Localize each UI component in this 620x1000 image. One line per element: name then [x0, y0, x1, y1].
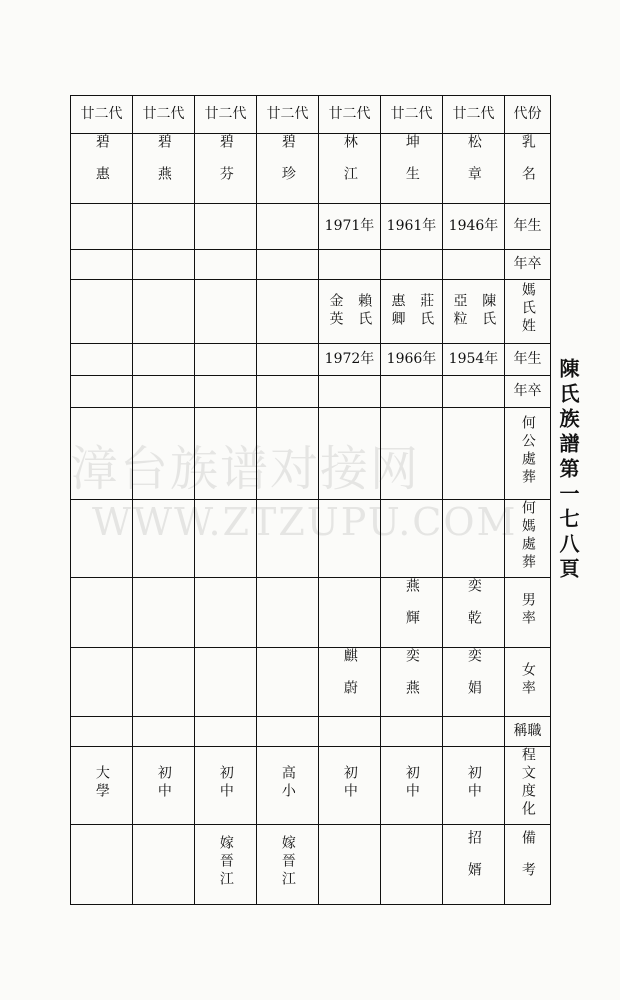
spouse-cell — [71, 279, 133, 343]
birth-year-cell: 1971年 — [319, 203, 381, 249]
burial-cell — [71, 407, 133, 499]
spouse-cell — [319, 279, 381, 343]
daughters-row — [71, 647, 551, 717]
burial-cell — [319, 499, 381, 577]
name-cell: 碧燕 — [133, 134, 195, 204]
row-label-daughters: 女率 — [505, 647, 551, 717]
burial-cell — [443, 499, 505, 577]
birth-year-row — [71, 203, 551, 249]
education-cell: 大學 — [71, 747, 133, 825]
remarks-cell — [319, 825, 381, 905]
spouse-birth-cell: 1954年 — [443, 343, 505, 375]
burial-cell — [319, 407, 381, 499]
death-year-cell — [257, 249, 319, 279]
death-year-cell — [381, 249, 443, 279]
sons-cell — [71, 577, 133, 647]
generation-cell: 廿二代 — [443, 96, 505, 134]
education-cell: 初中 — [381, 747, 443, 825]
title-cell — [195, 717, 257, 747]
row-label-title: 稱職 — [505, 717, 551, 747]
daughters-cell: 奕娟 — [443, 647, 505, 717]
burial-cell — [71, 499, 133, 577]
genealogy-table — [70, 95, 551, 905]
birth-year-cell — [133, 203, 195, 249]
burial-cell — [133, 499, 195, 577]
education-cell: 初中 — [195, 747, 257, 825]
name-cell: 碧芬 — [195, 134, 257, 204]
daughters-cell — [257, 647, 319, 717]
title-cell — [133, 717, 195, 747]
spouse-given-name: 金英 — [327, 293, 344, 330]
row-label-father-burial: 何公處葬 — [505, 407, 551, 499]
death-year-cell — [133, 249, 195, 279]
remarks-cell — [381, 825, 443, 905]
burial-cell — [195, 407, 257, 499]
spouse-death-cell — [381, 375, 443, 407]
death-year-row — [71, 249, 551, 279]
daughters-cell: 麒蔚 — [319, 647, 381, 717]
birth-year-cell — [71, 203, 133, 249]
sons-cell — [195, 577, 257, 647]
row-label-death-year: 年卒 — [505, 249, 551, 279]
remarks-cell: 嫁晉江 — [257, 825, 319, 905]
name-cell: 林江 — [319, 134, 381, 204]
burial-cell — [257, 499, 319, 577]
education-cell: 初中 — [443, 747, 505, 825]
row-label-spouse: 媽氏姓 — [505, 279, 551, 343]
title-cell — [381, 717, 443, 747]
birth-year-cell: 1946年 — [443, 203, 505, 249]
name-cell: 碧珍 — [257, 134, 319, 204]
spouse-death-cell — [71, 375, 133, 407]
spouse-death-cell — [257, 375, 319, 407]
sons-cell — [133, 577, 195, 647]
spouse-cell — [195, 279, 257, 343]
row-label-birth-year: 年生 — [505, 203, 551, 249]
row-label-spouse-birth: 年生 — [505, 343, 551, 375]
remarks-cell — [133, 825, 195, 905]
generation-cell: 廿二代 — [195, 96, 257, 134]
generation-cell: 廿二代 — [257, 96, 319, 134]
name-cell: 松章 — [443, 134, 505, 204]
spouse-birth-cell — [257, 343, 319, 375]
education-cell: 高小 — [257, 747, 319, 825]
remarks-cell: 嫁晉江 — [195, 825, 257, 905]
title-cell — [319, 717, 381, 747]
birth-year-cell — [257, 203, 319, 249]
generation-cell: 廿二代 — [381, 96, 443, 134]
spouse-birth-cell — [71, 343, 133, 375]
daughters-cell — [133, 647, 195, 717]
father-burial-row — [71, 407, 551, 499]
title-cell — [71, 717, 133, 747]
spouse-death-cell — [443, 375, 505, 407]
title-cell — [257, 717, 319, 747]
title-row — [71, 717, 551, 747]
death-year-cell — [443, 249, 505, 279]
burial-cell — [443, 407, 505, 499]
death-year-cell — [71, 249, 133, 279]
sons-cell — [257, 577, 319, 647]
burial-cell — [133, 407, 195, 499]
title-cell — [443, 717, 505, 747]
row-label-generation: 代份 — [505, 96, 551, 134]
page-title: 陳氏族譜第一七八頁 — [556, 358, 580, 583]
spouse-birth-cell: 1966年 — [381, 343, 443, 375]
burial-cell — [257, 407, 319, 499]
spouse-surname: 莊氏 — [418, 293, 435, 330]
name-cell: 坤生 — [381, 134, 443, 204]
row-label-sons: 男率 — [505, 577, 551, 647]
burial-cell — [381, 499, 443, 577]
remarks-cell: 招婿 — [443, 825, 505, 905]
sons-cell — [319, 577, 381, 647]
daughters-cell — [71, 647, 133, 717]
remarks-row — [71, 825, 551, 905]
remarks-cell — [71, 825, 133, 905]
spouse-birth-row — [71, 343, 551, 375]
name-row — [71, 134, 551, 204]
sons-cell: 奕乾 — [443, 577, 505, 647]
name-cell: 碧惠 — [71, 134, 133, 204]
death-year-cell — [195, 249, 257, 279]
spouse-given-name: 亞粒 — [451, 293, 468, 330]
burial-cell — [381, 407, 443, 499]
spouse-death-row — [71, 375, 551, 407]
birth-year-cell — [195, 203, 257, 249]
education-cell: 初中 — [133, 747, 195, 825]
spouse-row — [71, 279, 551, 343]
spouse-cell — [381, 279, 443, 343]
row-label-mother-burial: 何媽處葬 — [505, 499, 551, 577]
sons-cell: 燕輝 — [381, 577, 443, 647]
daughters-cell: 奕燕 — [381, 647, 443, 717]
spouse-surname: 賴氏 — [356, 293, 373, 330]
spouse-birth-cell — [133, 343, 195, 375]
spouse-surname: 陳氏 — [480, 293, 497, 330]
row-label-name: 乳名 — [505, 134, 551, 204]
spouse-death-cell — [195, 375, 257, 407]
sons-row — [71, 577, 551, 647]
generation-cell: 廿二代 — [71, 96, 133, 134]
death-year-cell — [319, 249, 381, 279]
daughters-cell — [195, 647, 257, 717]
spouse-death-cell — [133, 375, 195, 407]
spouse-cell — [443, 279, 505, 343]
spouse-birth-cell — [195, 343, 257, 375]
spouse-cell — [257, 279, 319, 343]
education-cell: 初中 — [319, 747, 381, 825]
burial-cell — [195, 499, 257, 577]
generation-cell: 廿二代 — [133, 96, 195, 134]
spouse-death-cell — [319, 375, 381, 407]
generation-cell: 廿二代 — [319, 96, 381, 134]
spouse-birth-cell: 1972年 — [319, 343, 381, 375]
row-label-spouse-death: 年卒 — [505, 375, 551, 407]
spouse-given-name: 惠卿 — [389, 293, 406, 330]
mother-burial-row — [71, 499, 551, 577]
row-label-remarks: 備考 — [505, 825, 551, 905]
row-label-education: 程文度化 — [505, 747, 551, 825]
watermark-english: WWW.ZTZUPU.COM — [92, 500, 518, 544]
education-row — [71, 747, 551, 825]
birth-year-cell: 1961年 — [381, 203, 443, 249]
generation-row — [71, 96, 551, 134]
watermark-chinese: 漳台族谱对接网 — [70, 441, 421, 497]
spouse-cell — [133, 279, 195, 343]
